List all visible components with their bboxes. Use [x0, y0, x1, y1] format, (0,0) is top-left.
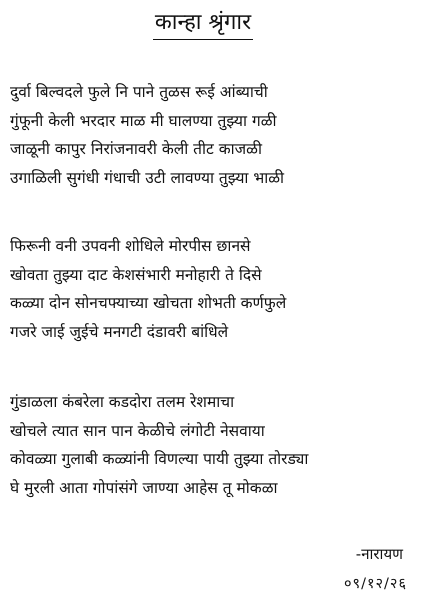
poem-line: खोचले त्यात सान पान केळीचे लंगोटी नेसवाया: [10, 421, 265, 440]
poem-line: गजरे जाई जुईचे मनगटी दंडावरी बांधिले: [10, 322, 229, 341]
poem-date: ०९/१२/२६: [343, 576, 407, 592]
poem-line: उगाळिली सुगंधी गंधाची उटी लावण्या तुझ्या भाळी: [10, 168, 285, 187]
poem-line: कळ्या दोन सोनचफ्याच्या खोचता शोभती कर्णफुले: [10, 294, 287, 312]
poem-title: [8, 8, 398, 40]
poem-line: जाळूनी कापुर निरांजनावरी केली तीट काजळी: [10, 140, 262, 158]
poem-line: फिरूनी वनी उपवनी शोधिले मोरपीस छानसे: [10, 237, 251, 255]
poem-line: खोवता तुझ्या दाट केशसंभारी मनोहारी ते दिसे: [10, 265, 262, 284]
stanza-2: [10, 232, 418, 346]
poem-title-text: कान्हा श्रृंगार: [153, 8, 253, 40]
poem-line: गुंडाळला कंबरेला कडदोरा तलम रेशमाचा: [10, 393, 235, 411]
poem-line: घे मुरली आता गोपांसंगे जाण्या आहेस तू मोकळा: [10, 478, 278, 497]
poem-line: दुर्वा बिल्वदले फुले नि पाने तुळस रूई आंब्याची: [10, 83, 268, 101]
author-signature: -नारायण: [355, 545, 403, 563]
stanza-3: [10, 388, 418, 502]
poem-line: कोवळ्या गुलाबी कळ्यांनी विणल्या पायी तुझ्या तोरड्या: [10, 450, 309, 468]
stanza-1: [10, 78, 418, 192]
poem-line: गुंफूनी केली भरदार माळ मी घालण्या तुझ्या गळी: [10, 111, 277, 130]
